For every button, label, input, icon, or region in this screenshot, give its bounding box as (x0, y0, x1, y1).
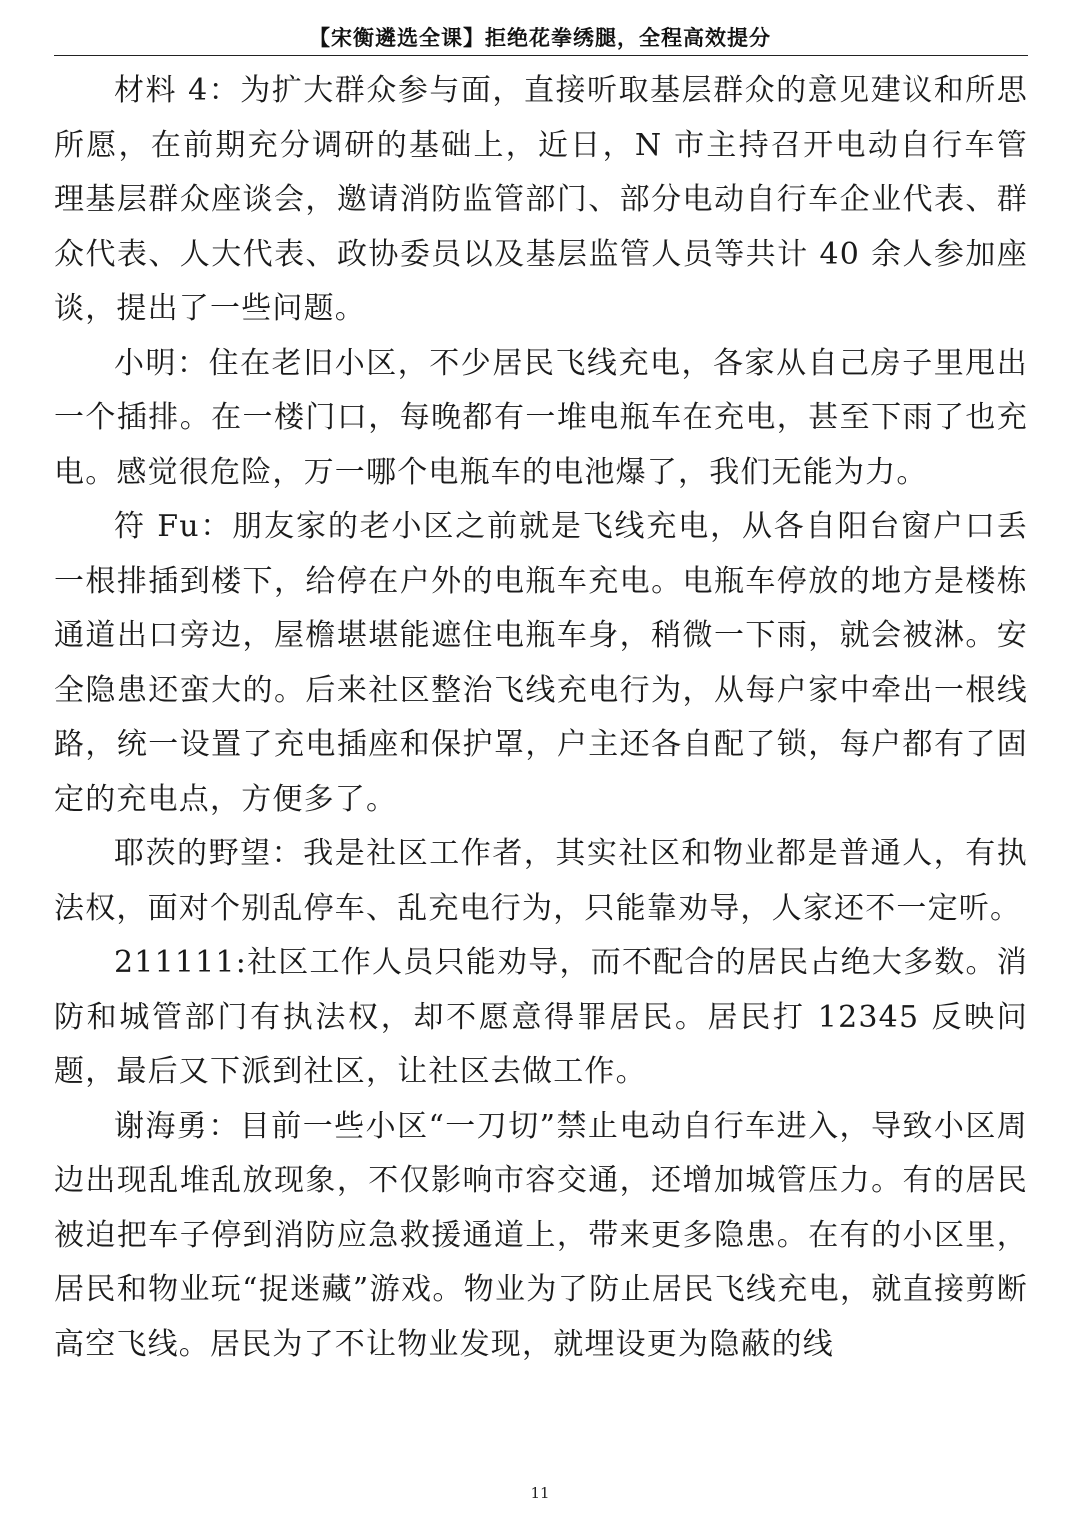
document-body (54, 64, 1028, 1372)
page-header (0, 0, 1080, 60)
header-divider (54, 55, 1028, 56)
paragraph-211111: 211111:社区工作人员只能劝导，而不配合的居民占绝大多数。消防和城管部门有执法权，却不愿意得罪居民。居民打 12345 反映问题，最后又下派到社区，让社区去做工作。 (54, 945, 1028, 1089)
paragraph-fu: 符 Fu：朋友家的老小区之前就是飞线充电，从各自阳台窗户口丢一根排插到楼下，给停在户外的电瓶车充电。电瓶车停放的地方是楼栋通道出口旁边，屋檐堪堪能遮住电瓶车身，稍微一下雨，就会被淋。安全隐患还蛮大的。后来社区整治飞线充电行为，从每户家中牵出一根线路，统一设置了充电插座和保护罩，户主还各自配了锁，每户都有了固定的充电点，方便多了。 (54, 509, 1028, 817)
paragraph-material-4: 材料 4：为扩大群众参与面，直接听取基层群众的意见建议和所思所愿，在前期充分调研的基础上，近日，N 市主持召开电动自行车管理基层群众座谈会，邀请消防监管部门、部分电动自行车企业代表、群众代表、人大代表、政协委员以及基层监管人员等共计 40 余人参加座谈，提出了一些问题。 (54, 73, 1028, 326)
paragraph-xiaoming: 小明：住在老旧小区，不少居民飞线充电，各家从自己房子里甩出一个插排。在一楼门口，每晚都有一堆电瓶车在充电，甚至下雨了也充电。感觉很危险，万一哪个电瓶车的电池爆了，我们无能为力。 (54, 345, 1028, 490)
paragraph-xie-haiyong: 谢海勇：目前一些小区“一刀切”禁止电动自行车进入，导致小区周边出现乱堆乱放现象，不仅影响市容交通，还增加城管压力。有的居民被迫把车子停到消防应急救援通道上，带来更多隐患。在有的小区里，居民和物业玩“捉迷藏”游戏。物业为了防止居民飞线充电，就直接剪断高空飞线。居民为了不让物业发现，就埋设更为隐蔽的线 (54, 1108, 1028, 1362)
page-number: 11 (530, 1484, 550, 1502)
header-title: 【宋衡遴选全课】拒绝花拳绣腿，全程高效提分 (309, 26, 771, 50)
paragraph-yeci: 耶茨的野望：我是社区工作者，其实社区和物业都是普通人，有执法权，面对个别乱停车、乱充电行为，只能靠劝导，人家还不一定听。 (54, 836, 1028, 926)
